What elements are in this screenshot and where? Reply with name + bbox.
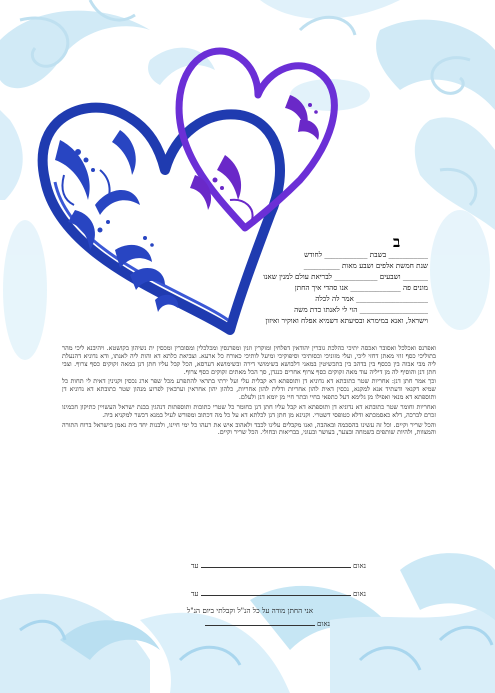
body-paragraph: ואפרנס ואכלכל ואסובר ואכסה יתיכי כהלכת גוברין יהודאין דפלחין ומוקרין וזנין ומפרנסין ומכלכלין ומסוברין ומכסין ית נשיהון בקושטא. ויהיבנא ליכי מהר בתוליכי כסף זוזי מאתן דחזי ליכי, ועלי מזוניכי וכסותיכי וסיפוקיכי ומיעל לותיכי כאורח כל ארעא. וצביאת כלתא דא והות ליה לאנתו, ודא נדוניא דהנעלת ליה מבי אבוה בין בכסף בין בדהב בין בתכשיטין במאני דלבושא בשימושי דירה ובשימושא דערסא, הכל קבל עליו חתן דנן במאה זקוקים כסף צרוף. וצבי חתן דנן והוסיף לה מן דיליה עוד מאה זקוקים כסף צרוף אחרים כנגדן, סך הכל מאתים זקוקים כסף צרוף. bbox=[62, 345, 436, 376]
groom-signature-field[interactable] bbox=[205, 618, 315, 626]
header-line-1: ___________ בשבת ____________ לחודש bbox=[304, 250, 428, 259]
body-paragraph: וכך אמר חתן דנן: אחריות שטר כתובתא דא נדוניא דן ותוספתא דא קבלית עלי ועל ירתי בתראי להתפרע מכל שפר ארג נכסין וקנינין דאית לי תחות כל שמיא דקנאי ודעתיד אנא למקנא, נכסין דאית להון אחריות ודלית להון אחריות, כלהון יהון אחראין וערבאין לפרוע מנהון שטר כתובתא דא נדוניא דן ותוספתא דא מנאי ואפילו מן גלימא דעל כתפאי בחיי ובתר חיי מן יומא דנן ולעלם. bbox=[62, 378, 436, 402]
body-paragraph: והכל שריר וקיים. וכל זה עשינו בהסכמה ובאהבה, ואנו מקבלים עלינו לכבד ולאהוב איש את רעהו כל ימי חיינו, ולבנות יחד בית נאמן בישראל ברוח התורה והמצוות, ולהיות שותפים בשמחה ובצער, בעושר ובעוני, בבריאות ובחולי. הכל שריר וקיים. bbox=[62, 421, 436, 437]
ketubah-body bbox=[62, 345, 436, 439]
witness-1-signature-field[interactable] bbox=[201, 560, 351, 568]
header-line-3: _______ ושבעים ____________ לבריאת עולם למנין שאנו bbox=[263, 272, 428, 281]
header-line-5: ____________________ אמר לה לכלה bbox=[315, 294, 428, 303]
witness-2-line bbox=[136, 588, 366, 598]
header-line-7: וישראל, ואנא במימרא ובסיעתא דשמיא אפלח ואוקיר ואיזון bbox=[265, 316, 428, 325]
groom-line bbox=[170, 618, 330, 628]
groom-affirmation: אני החתן מודה על כל הנ"ל וקבלתי ביום הנ"ל bbox=[186, 606, 314, 615]
witness-1-line bbox=[136, 560, 366, 570]
witness-1-suffix: עד bbox=[190, 561, 199, 570]
header-letter: ב bbox=[393, 233, 401, 251]
heart-small-icon bbox=[179, 51, 334, 228]
header-line-2: שנת חמשת אלפים ושבע מאות __________ bbox=[303, 261, 428, 270]
witness-2-signature-field[interactable] bbox=[201, 588, 351, 596]
groom-label: נאום bbox=[317, 619, 330, 628]
header-line-6: ___________________ הוי לי לאנתו כדת משה bbox=[294, 305, 428, 314]
header-line-4: מונים פה ______________ אנו סהדי איך החתן bbox=[294, 283, 428, 292]
witness-2-suffix: עד bbox=[190, 589, 199, 598]
witness-2-label: נאום bbox=[353, 589, 366, 598]
body-paragraph: ואחריות וחומר שטר כתובתא דא נדוניא דן ותוספתא דא קבל עליו חתן דנן כחומר כל שטרי כתובות ותוספתות דנהגין בבנת ישראל העשויין כתיקון חכמינו זכרם לברכה, דלא כאסמכתא ודלא כטופסי דשטרי. וקנינא מן חתן דנן לכלתא דא על כל מה דכתוב ומפורש לעיל במנא דכשר למקניא ביה. bbox=[62, 403, 436, 419]
witness-1-label: נאום bbox=[353, 561, 366, 570]
